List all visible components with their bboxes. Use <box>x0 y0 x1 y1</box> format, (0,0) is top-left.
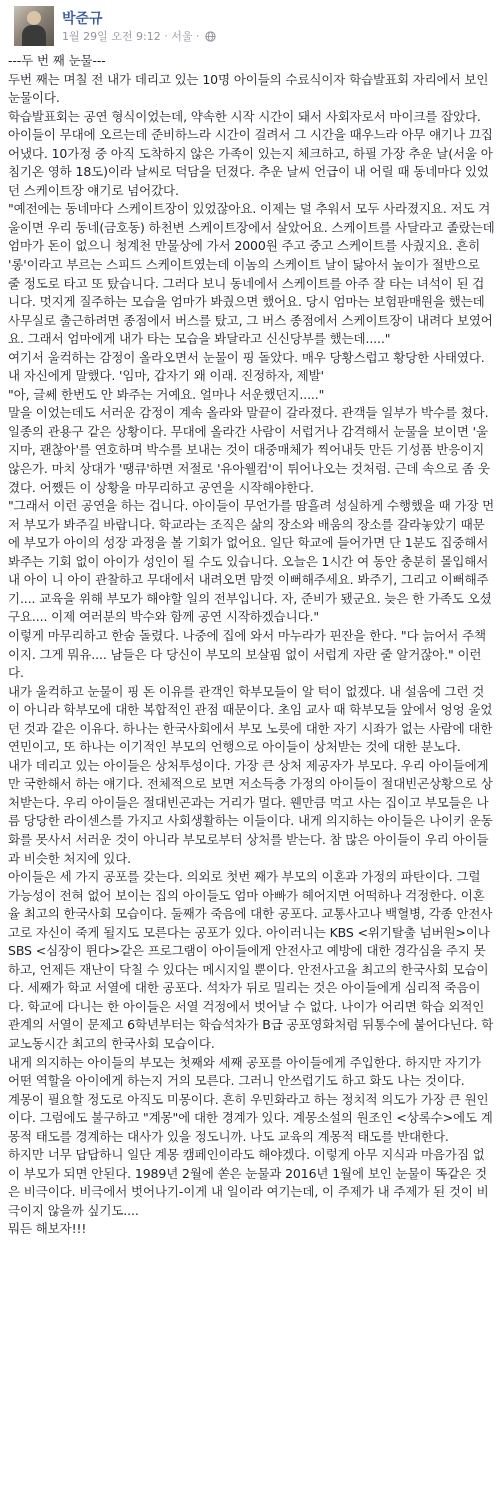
globe-icon[interactable] <box>205 31 216 42</box>
post-paragraph: "아, 글쎄 한번도 안 봐주는 거예요. 얼마나 서운했던지....." <box>8 386 325 402</box>
post-paragraph: "예전에는 동네마다 스케이트장이 있었잖아요. 이제는 덜 추워서 모두 사라졌지요. 저도 겨울이면 우리 동네(금호동) 하천변 스케이트장에서 살았어요. 스케이트를 사달라고 졸랐는데 엄마가 돈이 없으니 청계천 만물상에 가서 2000원 주고 중고 스케이트를 사줬지요. 흔히 '롱'이라고 부르는 스피드 스케이트였는데 이놈의 스케이트 날이 닳아서 높이가 절반으로 줄 정도로 타고 또 탔습니다. 그러다 보니 동네에서 스케이트를 아주 잘 타는 녀석이 된 겁니다. 멋지게 질주하는 모습을 엄마가 봐줬으면 했어요. 당시 엄마는 보험판매원을 했는데 사무실로 출근하려면 종점에서 버스를 탔고, 그 버스 종점에서 스케이트장이 내려다 보였어요. 그래서 엄마에게 내가 타는 모습을 봐달라고 신신당부를 했는데....." <box>8 201 495 347</box>
author-name[interactable]: 박준규 <box>62 11 103 27</box>
post-paragraph: 학습발표회는 공연 형식이었는데, 약속한 시작 시간이 돼서 사회자로서 마이크를 잡았다. 아이들이 무대에 오르는데 준비하느라 시간이 걸려서 그 시간을 때우느라 아무 얘기나 끄집어냈다. 10가정 중 아직 도착하지 않은 가족이 있는지 체크하고, 하필 가장 추운 날(서울 아침기온 영하 18도)이라 날씨로 덕담을 던졌다. 추운 날씨 언급이 내 어릴 때 동네마다 있었던 스케이트장 얘기로 넘어갔다. <box>8 108 493 198</box>
post-paragraph: 뭐든 해보자!!! <box>8 1221 87 1237</box>
post-meta <box>62 28 216 44</box>
post-paragraph: "그래서 이런 공연을 하는 겁니다. 아이들이 무언가를 땀흘려 성실하게 수행했을 때 가장 먼저 부모가 봐주길 바랍니다. 학교라는 조직은 삶의 장소와 배움의 장소를 갈라놓았기 때문에 부모가 아이의 성장 과정을 볼 기회가 없어요. 일단 학교에 들어가면 단 1분도 집중해서 봐주는 기회 없이 아이가 성인이 될 수도 있습니다. 오늘은 1시간 여 동안 충분히 몰입해서 내 아이 니 아이 관찰하고 무대에서 내려오면 맘껏 이뻐해주세요. 봐주기, 그리고 이뻐해주기.... 교육을 위해 부모가 해야할 일의 전부입니다. 자, 준비가 됐군요. 늦은 한 가족도 오셨구요.... 이제 여러분의 박수와 함께 공연 시작하겠습니다." <box>8 498 495 625</box>
avatar-body-shape <box>22 25 46 46</box>
post-paragraph: 아이들은 세 가지 공포를 갖는다. 의외로 첫번 째가 부모의 이혼과 가정의 파탄이다. 그럴 가능성이 전혀 없어 보이는 집의 아이들도 엄마 아빠가 헤어지면 어떡하나 걱정한다. 이혼율 최고의 한국사회 모습이다. 둘째가 죽음에 대한 공포다. 교통사고나 백혈병, 각종 안전사고로 자신이 죽게 될지도 모른다는 공포가 있다. 아이러니는 KBS <위기탈출 넘버원>이나 SBS <심장이 뛴다>같은 프로그램이 아이들에게 안전사고 예방에 대한 경각심을 주지 못하고, 언제든 재난이 닥칠 수 있다는 메시지일 뿐이다. 안전사고율 최고의 한국사회 모습이다. 세째가 학교 서열에 대한 공포다. 석차가 뒤로 밀리는 것은 아이들에게 심리적 죽음이다. 학교에 다니는 한 아이들은 서열 걱정에서 벗어날 수 없다. 나이가 어리면 학습 외적인 관계의 서열이 문제고 6학년부터는 학습석차가 B급 공포영화처럼 뒤통수에 붙어다닌다. 학교노동시간 최고의 한국사회 모습이다. <box>8 869 494 1051</box>
avatar-head-shape <box>27 11 41 25</box>
avatar[interactable] <box>14 6 54 46</box>
post-paragraph: 계몽이 필요할 정도로 아직도 미몽이다. 흔히 우민화라고 하는 정치적 의도가 가장 큰 원인이다. 그럼에도 불구하고 "계몽"에 대한 경계가 있다. 계몽소설의 원조인 <상록수>에도 계몽적 태도를 경계하는 대사가 있을 정도니까. 나도 교육의 계몽적 태도를 반대한다. <box>8 1091 493 1144</box>
post-paragraph: 내게 의지하는 아이들의 부모는 첫째와 세째 공포를 아이들에게 주입한다. 하지만 자기가 어떤 역할을 아이에게 하는지 거의 모른다. 그러니 안쓰럽기도 하고 화도 나는 것이다. <box>8 1054 481 1089</box>
post-paragraph: 두번 째는 며칠 전 내가 데리고 있는 10명 아이들의 수료식이자 학습발표회 자리에서 보인 눈물이다. <box>8 71 489 106</box>
post-body <box>6 52 495 1239</box>
post-paragraph: 말을 이었는데도 서러운 감정이 계속 올라와 말끝이 갈라졌다. 관객들 일부가 박수를 쳤다. 일종의 관용구 같은 상황이다. 무대에 올라간 사람이 서럽거나 감격해서 눈물을 보이면 '울지마, 괜찮아'를 연호하며 박수를 보내는 것이 대중매체가 찍어내듯 만든 기성품 반응이지 않은가. 마치 상대가 '땡큐'하면 저절로 '유아웰컴'이 튀어나오는 것처럼. 근데 속으로 좀 웃겼다. 어쨌든 이 상황을 마무리하고 공연을 시작해야한다. <box>8 405 490 495</box>
meta-separator: · <box>164 29 168 43</box>
post-header <box>6 0 495 52</box>
post-timestamp[interactable]: 1월 29일 오전 9:12 <box>62 30 161 43</box>
meta-separator: · <box>195 29 200 43</box>
post-location[interactable]: 서울 <box>171 30 193 43</box>
post-paragraph: 여기서 울컥하는 감정이 올라오면서 눈물이 핑 돌았다. 매우 당황스럽고 황당한 사태였다. 내 자신에게 말했다. '임마, 갑자기 왜 이래. 진정하자, 제발' <box>8 349 485 384</box>
post-paragraph: ---두 번 째 눈물--- <box>8 53 106 68</box>
post-paragraph: 하지만 너무 답답하니 일단 계몽 캠페인이라도 해야겠다. 이렇게 아무 지식과 마음가짐 없이 부모가 되면 안된다. 1989년 2월에 쏟은 눈물과 2016년 1월에 보인 눈물이 똑같은 것은 비극이다. 비극에서 벗어나기-이게 내 일이라 여기는데, 이 주제가 내 주제가 된 것이 비극이지 않을까 싶기도.... <box>8 1147 489 1218</box>
post-paragraph: 내가 울컥하고 눈물이 핑 돈 이유를 관객인 학부모들이 알 턱이 없겠다. 내 설움에 그런 것이 아니라 학부모에 대한 복합적인 관점 때문이다. 초임 교사 때 학부모들 앞에서 엉엉 울었던 것과 같은 이유다. 하나는 한국사회에서 부모 노릇에 대한 자기 시좌가 없는 사람에 대한 연민이고, 또 하나는 이기적인 부모의 언행으로 아이들이 상처받는 것에 대한 분노다. <box>8 683 493 755</box>
post-paragraph: 이렇게 마무리하고 한숨 돌렸다. 나중에 집에 와서 마누라가 핀잔을 한다. "다 늙어서 주책이지. 그게 뭐유.... 남들은 다 당신이 부모의 보살핌 없이 서럽게 자란 줄 알거잖아." 이런다. <box>8 627 487 681</box>
post-paragraph: 내가 데리고 있는 아이들은 상처투성이다. 가장 큰 상처 제공자가 부모다. 우리 아이들에게만 국한해서 하는 얘기다. 전체적으로 보면 저소득층 가정의 아이들이 절대빈곤상황으로 상처받는다. 우리 아이들은 절대빈곤과는 거리가 멀다. 웬만큼 먹고 사는 집이고 부모들은 나름 당당한 라이센스를 가지고 사회생활하는 이들이다. 내게 의지하는 아이들은 나이키 운동화를 못사서 서러운 것이 아니라 부모로부터 상처를 받는다. 참 많은 아이들이 우리 아이들과 비슷한 처지에 있다. <box>8 757 493 866</box>
